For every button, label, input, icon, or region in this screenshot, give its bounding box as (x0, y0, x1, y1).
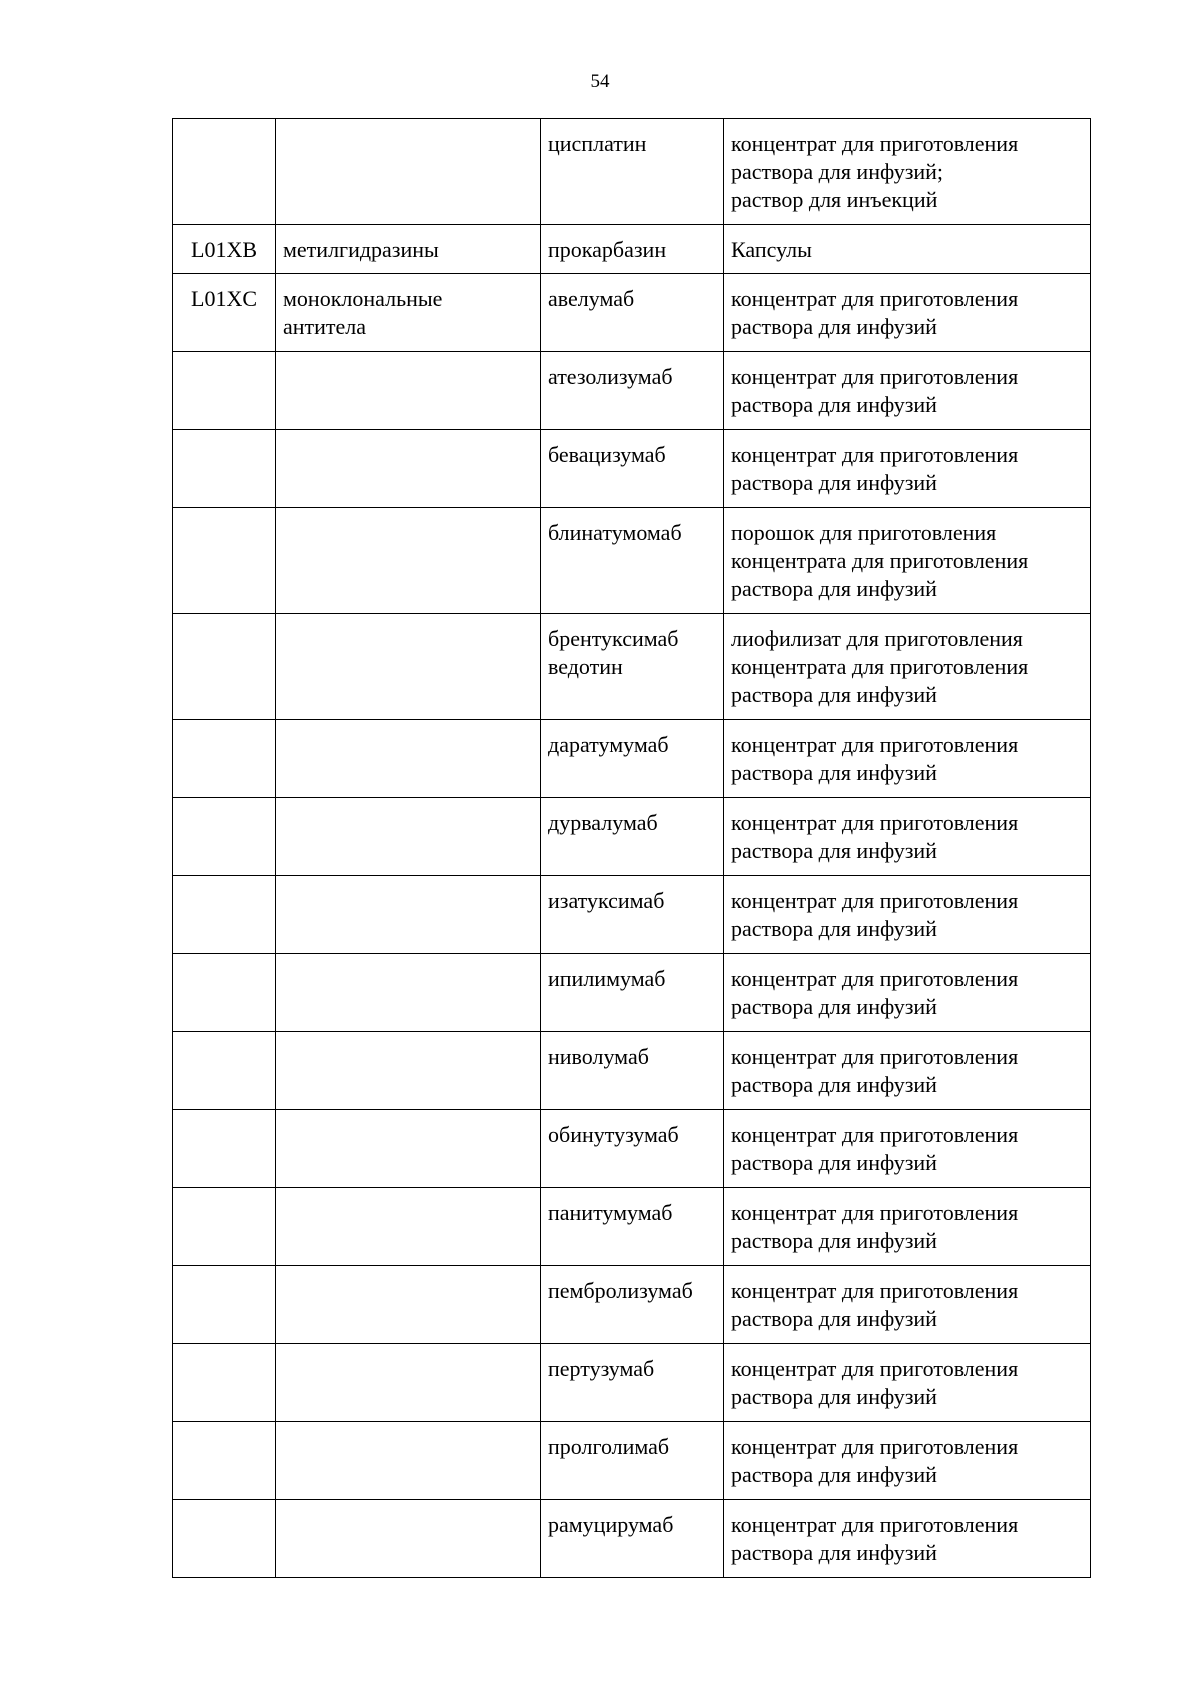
group-cell (276, 720, 541, 798)
dosage-form-line: раствора для инфузий (731, 1384, 937, 1409)
dosage-form-line: порошок для приготовления (731, 520, 997, 545)
table-row (173, 430, 1091, 508)
drug-table (172, 118, 1091, 1578)
group-cell (276, 954, 541, 1032)
dosage-form-line: концентрат для приготовления (731, 732, 1019, 757)
dosage-form-line: концентрата для приготовления (731, 654, 1029, 679)
dosage-form-cell (724, 1266, 1091, 1344)
table-row (173, 1344, 1091, 1422)
atc-code-cell (173, 430, 276, 508)
table-row (173, 1032, 1091, 1110)
table-row (173, 1188, 1091, 1266)
table-row (173, 954, 1091, 1032)
dosage-form-cell (724, 119, 1091, 225)
drug-name-line: ипилимумаб (548, 966, 666, 991)
atc-code-cell (173, 798, 276, 876)
dosage-form-cell (724, 1188, 1091, 1266)
drug-name-line: пролголимаб (548, 1434, 670, 1459)
dosage-form-line: лиофилизат для приготовления (731, 626, 1023, 651)
drug-name-cell (541, 614, 724, 720)
atc-code-cell (173, 1032, 276, 1110)
dosage-form-line: концентрат для приготовления (731, 1278, 1019, 1303)
group-cell (276, 1422, 541, 1500)
dosage-form-line: концентрат для приготовления (731, 1122, 1019, 1147)
atc-code-cell (173, 1188, 276, 1266)
table-row (173, 1110, 1091, 1188)
table-body (173, 119, 1091, 1578)
dosage-form-cell (724, 508, 1091, 614)
drug-name-cell (541, 430, 724, 508)
group-line: антитела (283, 314, 367, 339)
atc-code-cell: L01XB (173, 225, 276, 274)
dosage-form-line: концентрат для приготовления (731, 364, 1019, 389)
dosage-form-line: раствора для инфузий (731, 682, 937, 707)
dosage-form-cell (724, 225, 1091, 274)
drug-name-cell (541, 1188, 724, 1266)
dosage-form-cell (724, 1500, 1091, 1578)
atc-code-cell (173, 119, 276, 225)
group-cell (276, 1032, 541, 1110)
dosage-form-cell (724, 1110, 1091, 1188)
drug-name-cell (541, 1110, 724, 1188)
drug-name-cell (541, 876, 724, 954)
dosage-form-line: раствора для инфузий (731, 1540, 937, 1565)
group-cell (276, 876, 541, 954)
drug-name-line: ниволумаб (548, 1044, 649, 1069)
dosage-form-line: раствор для инъекций (731, 187, 938, 212)
table-row (173, 876, 1091, 954)
group-cell (276, 1266, 541, 1344)
drug-name-line: обинутузумаб (548, 1122, 679, 1147)
group-cell (276, 119, 541, 225)
drug-name-line: ведотин (548, 654, 623, 679)
dosage-form-line: раствора для инфузий (731, 994, 937, 1019)
drug-name-line: изатуксимаб (548, 888, 665, 913)
dosage-form-line: концентрат для приготовления (731, 442, 1019, 467)
group-cell (276, 274, 541, 352)
table-row (173, 614, 1091, 720)
dosage-form-line: раствора для инфузий (731, 1072, 937, 1097)
dosage-form-cell (724, 798, 1091, 876)
dosage-form-line: концентрат для приготовления (731, 810, 1019, 835)
atc-code-cell (173, 352, 276, 430)
drug-name-cell (541, 1266, 724, 1344)
atc-code-cell (173, 1266, 276, 1344)
dosage-form-cell (724, 352, 1091, 430)
dosage-form-cell (724, 274, 1091, 352)
group-cell (276, 1110, 541, 1188)
drug-name-line: цисплатин (548, 131, 647, 156)
group-cell (276, 352, 541, 430)
dosage-form-line: раствора для инфузий (731, 576, 937, 601)
table-row (173, 508, 1091, 614)
dosage-form-line: концентрат для приготовления (731, 286, 1019, 311)
dosage-form-line: концентрат для приготовления (731, 131, 1019, 156)
drug-name-cell (541, 352, 724, 430)
dosage-form-line: раствора для инфузий (731, 1462, 937, 1487)
table-row (173, 1422, 1091, 1500)
atc-code-cell (173, 876, 276, 954)
dosage-form-cell (724, 720, 1091, 798)
atc-code-cell (173, 954, 276, 1032)
group-cell (276, 225, 541, 274)
dosage-form-line: раствора для инфузий (731, 760, 937, 785)
table-row (173, 274, 1091, 352)
dosage-form-line: раствора для инфузий (731, 916, 937, 941)
drug-name-line: пембролизумаб (548, 1278, 693, 1303)
atc-code-cell (173, 1422, 276, 1500)
group-cell (276, 508, 541, 614)
drug-name-line: рамуцирумаб (548, 1512, 674, 1537)
table-row (173, 1266, 1091, 1344)
dosage-form-cell (724, 1344, 1091, 1422)
dosage-form-line: концентрат для приготовления (731, 966, 1019, 991)
drug-name-cell (541, 508, 724, 614)
dosage-form-line: раствора для инфузий (731, 392, 937, 417)
dosage-form-line: раствора для инфузий (731, 1228, 937, 1253)
group-cell (276, 1344, 541, 1422)
table-row (173, 352, 1091, 430)
group-cell (276, 798, 541, 876)
atc-code-cell (173, 614, 276, 720)
page-number: 54 (590, 71, 610, 92)
dosage-form-line: раствора для инфузий (731, 1306, 937, 1331)
dosage-form-line: концентрат для приготовления (731, 1434, 1019, 1459)
table-row (173, 720, 1091, 798)
atc-code-cell (173, 1110, 276, 1188)
drug-name-cell (541, 1032, 724, 1110)
dosage-form-line: раствора для инфузий (731, 838, 937, 863)
dosage-form-cell (724, 954, 1091, 1032)
drug-name-cell (541, 1344, 724, 1422)
drug-name-cell (541, 954, 724, 1032)
drug-name-cell (541, 274, 724, 352)
drug-name-line: бевацизумаб (548, 442, 666, 467)
drug-name-cell (541, 720, 724, 798)
atc-code-cell (173, 1500, 276, 1578)
drug-name-line: атезолизумаб (548, 364, 673, 389)
dosage-form-line: концентрата для приготовления (731, 548, 1029, 573)
drug-name-cell (541, 1422, 724, 1500)
drug-name-line: даратумумаб (548, 732, 669, 757)
atc-code-cell (173, 720, 276, 798)
drug-name-cell (541, 119, 724, 225)
drug-name-line: дурвалумаб (548, 810, 658, 835)
drug-name-line: брентуксимаб (548, 626, 679, 651)
drug-name-cell (541, 225, 724, 274)
dosage-form-line: Капсулы (731, 237, 812, 262)
atc-code-cell (173, 508, 276, 614)
drug-name-line: панитумумаб (548, 1200, 673, 1225)
group-cell (276, 1188, 541, 1266)
dosage-form-line: раствора для инфузий (731, 314, 937, 339)
dosage-form-line: концентрат для приготовления (731, 888, 1019, 913)
group-cell (276, 1500, 541, 1578)
drug-name-cell (541, 798, 724, 876)
dosage-form-line: раствора для инфузий; (731, 159, 944, 184)
atc-code-cell (173, 1344, 276, 1422)
drug-name-cell (541, 1500, 724, 1578)
table-row (173, 798, 1091, 876)
dosage-form-line: раствора для инфузий (731, 470, 937, 495)
dosage-form-cell (724, 1422, 1091, 1500)
dosage-form-line: концентрат для приготовления (731, 1356, 1019, 1381)
drug-name-line: авелумаб (548, 286, 635, 311)
group-line: моноклональные (283, 286, 443, 311)
group-cell (276, 430, 541, 508)
table-row (173, 119, 1091, 225)
table-row (173, 225, 1091, 274)
group-line: метилгидразины (283, 237, 439, 262)
dosage-form-cell (724, 430, 1091, 508)
drug-name-line: блинатумомаб (548, 520, 682, 545)
dosage-form-line: раствора для инфузий (731, 1150, 937, 1175)
dosage-form-cell (724, 614, 1091, 720)
dosage-form-cell (724, 876, 1091, 954)
dosage-form-line: концентрат для приготовления (731, 1044, 1019, 1069)
dosage-form-line: концентрат для приготовления (731, 1200, 1019, 1225)
drug-name-line: прокарбазин (548, 237, 667, 262)
drug-name-line: пертузумаб (548, 1356, 655, 1381)
table-row (173, 1500, 1091, 1578)
group-cell (276, 614, 541, 720)
dosage-form-cell (724, 1032, 1091, 1110)
atc-code-cell: L01XC (173, 274, 276, 352)
dosage-form-line: концентрат для приготовления (731, 1512, 1019, 1537)
